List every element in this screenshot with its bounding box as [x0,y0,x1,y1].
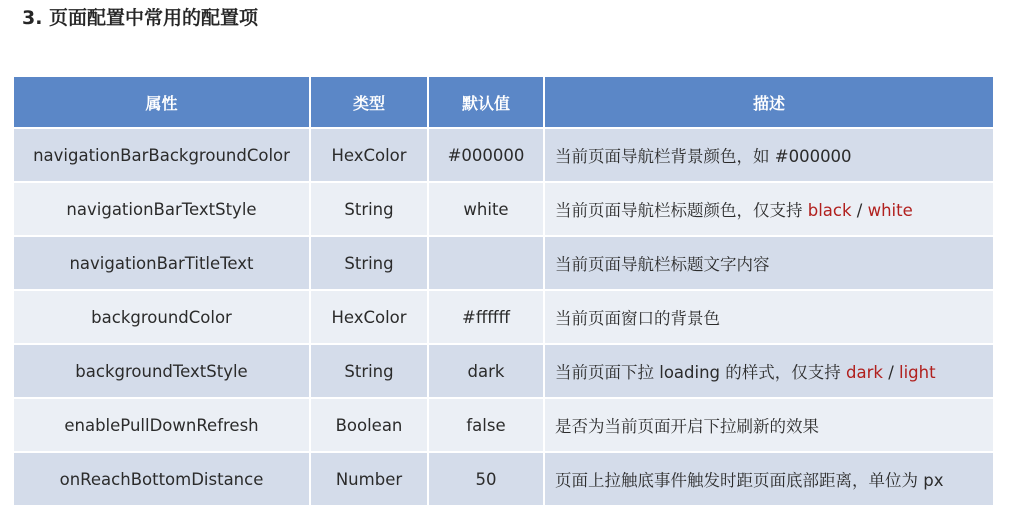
cell-default [429,237,543,289]
cell-attribute: navigationBarTextStyle [14,183,309,235]
cell-type: String [311,345,427,397]
cell-default: dark [429,345,543,397]
cell-attribute: backgroundTextStyle [14,345,309,397]
cell-attribute: navigationBarTitleText [14,237,309,289]
table-header-row [14,77,993,127]
cell-type: HexColor [311,129,427,181]
description-text: 当前页面下拉 loading 的样式，仅支持 [555,363,847,382]
cell-description [545,345,993,397]
header-attribute: 属性 [14,77,309,127]
cell-attribute: onReachBottomDistance [14,453,309,505]
table-row [14,399,993,451]
cell-description: 页面上拉触底事件触发时距页面底部距离，单位为 px [545,453,993,505]
cell-description: 当前页面导航栏背景颜色，如 #000000 [545,129,993,181]
cell-default: 50 [429,453,543,505]
cell-type: Boolean [311,399,427,451]
table-row [14,237,993,289]
table-row [14,183,993,235]
description-text: 当前页面导航栏标题颜色，仅支持 [555,201,808,220]
table-row [14,453,993,505]
option-light: light [899,363,936,382]
header-default: 默认值 [429,77,543,127]
cell-default: false [429,399,543,451]
header-description: 描述 [545,77,993,127]
cell-attribute: navigationBarBackgroundColor [14,129,309,181]
option-dark: dark [846,363,883,382]
cell-description [545,183,993,235]
cell-attribute: backgroundColor [14,291,309,343]
cell-default: #000000 [429,129,543,181]
cell-type: String [311,183,427,235]
cell-default: white [429,183,543,235]
cell-description: 当前页面导航栏标题文字内容 [545,237,993,289]
section-heading: 3. 页面配置中常用的配置项 [22,7,259,29]
cell-attribute: enablePullDownRefresh [14,399,309,451]
cell-description: 当前页面窗口的背景色 [545,291,993,343]
header-type: 类型 [311,77,427,127]
table-row [14,345,993,397]
cell-description: 是否为当前页面开启下拉刷新的效果 [545,399,993,451]
cell-type: HexColor [311,291,427,343]
config-table [12,75,995,507]
option-white: white [867,201,913,220]
option-separator: / [882,363,900,382]
table-row [14,129,993,181]
table-row [14,291,993,343]
cell-type: String [311,237,427,289]
cell-type: Number [311,453,427,505]
option-black: black [807,201,852,220]
cell-default: #ffffff [429,291,543,343]
option-separator: / [851,201,868,220]
